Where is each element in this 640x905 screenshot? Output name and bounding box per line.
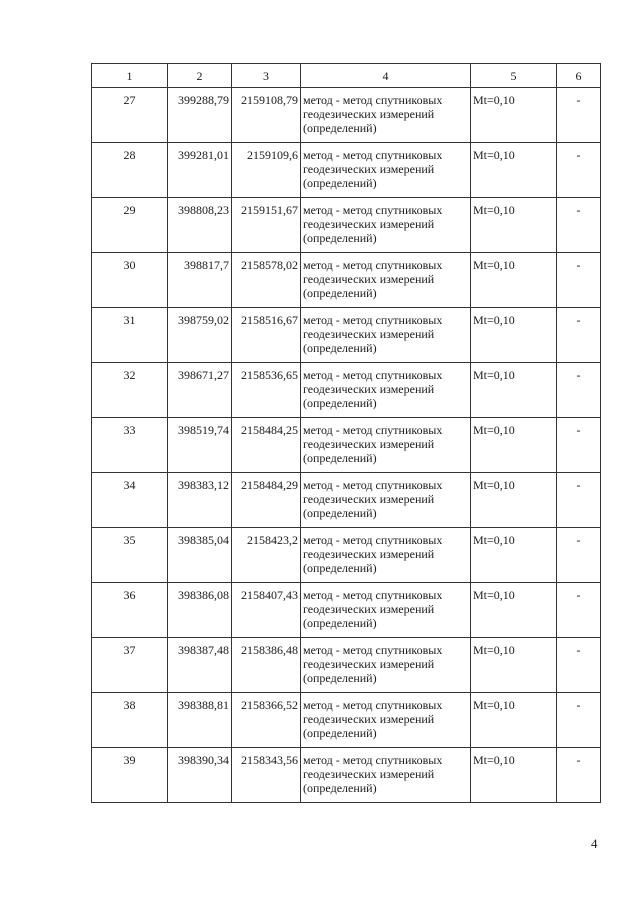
cell-x-coordinate: 398519,74 bbox=[168, 418, 232, 473]
cell-method: метод - метод спутниковых геодезических измерений (определений) bbox=[301, 638, 471, 693]
cell-y-coordinate: 2158484,25 bbox=[232, 418, 301, 473]
cell-x-coordinate: 398759,02 bbox=[168, 308, 232, 363]
cell-accuracy: Mt=0,10 bbox=[471, 473, 557, 528]
table-row bbox=[92, 88, 601, 143]
cell-accuracy: Mt=0,10 bbox=[471, 528, 557, 583]
cell-x-coordinate: 398383,12 bbox=[168, 473, 232, 528]
cell-x-coordinate: 398808,23 bbox=[168, 198, 232, 253]
cell-extra: - bbox=[557, 638, 601, 693]
cell-accuracy: Mt=0,10 bbox=[471, 583, 557, 638]
cell-y-coordinate: 2159109,6 bbox=[232, 143, 301, 198]
cell-y-coordinate: 2158407,43 bbox=[232, 583, 301, 638]
header-cell-method: 4 bbox=[301, 64, 471, 88]
cell-extra: - bbox=[557, 88, 601, 143]
cell-point-number: 38 bbox=[92, 693, 168, 748]
cell-method: метод - метод спутниковых геодезических измерений (определений) bbox=[301, 528, 471, 583]
table-row bbox=[92, 198, 601, 253]
cell-accuracy: Mt=0,10 bbox=[471, 748, 557, 803]
cell-accuracy: Mt=0,10 bbox=[471, 253, 557, 308]
cell-point-number: 37 bbox=[92, 638, 168, 693]
table-body bbox=[92, 88, 601, 803]
cell-extra: - bbox=[557, 583, 601, 638]
table-row bbox=[92, 528, 601, 583]
cell-method: метод - метод спутниковых геодезических измерений (определений) bbox=[301, 363, 471, 418]
cell-x-coordinate: 398817,7 bbox=[168, 253, 232, 308]
cell-y-coordinate: 2158516,67 bbox=[232, 308, 301, 363]
header-cell-point-number: 1 bbox=[92, 64, 168, 88]
cell-y-coordinate: 2158423,2 bbox=[232, 528, 301, 583]
cell-point-number: 39 bbox=[92, 748, 168, 803]
cell-point-number: 29 bbox=[92, 198, 168, 253]
table-row bbox=[92, 473, 601, 528]
cell-extra: - bbox=[557, 418, 601, 473]
cell-x-coordinate: 398671,27 bbox=[168, 363, 232, 418]
cell-y-coordinate: 2158366,52 bbox=[232, 693, 301, 748]
cell-method: метод - метод спутниковых геодезических измерений (определений) bbox=[301, 583, 471, 638]
table-row bbox=[92, 638, 601, 693]
cell-point-number: 30 bbox=[92, 253, 168, 308]
cell-extra: - bbox=[557, 693, 601, 748]
cell-point-number: 33 bbox=[92, 418, 168, 473]
cell-point-number: 35 bbox=[92, 528, 168, 583]
cell-accuracy: Mt=0,10 bbox=[471, 363, 557, 418]
header-cell-y: 3 bbox=[232, 64, 301, 88]
cell-extra: - bbox=[557, 748, 601, 803]
table-row bbox=[92, 583, 601, 638]
cell-y-coordinate: 2159108,79 bbox=[232, 88, 301, 143]
cell-y-coordinate: 2158536,65 bbox=[232, 363, 301, 418]
page-number: 4 bbox=[591, 836, 598, 851]
cell-x-coordinate: 398387,48 bbox=[168, 638, 232, 693]
table-row bbox=[92, 143, 601, 198]
cell-method: метод - метод спутниковых геодезических измерений (определений) bbox=[301, 253, 471, 308]
cell-point-number: 36 bbox=[92, 583, 168, 638]
cell-method: метод - метод спутниковых геодезических измерений (определений) bbox=[301, 88, 471, 143]
cell-accuracy: Mt=0,10 bbox=[471, 143, 557, 198]
cell-x-coordinate: 399281,01 bbox=[168, 143, 232, 198]
cell-method: метод - метод спутниковых геодезических измерений (определений) bbox=[301, 693, 471, 748]
cell-method: метод - метод спутниковых геодезических измерений (определений) bbox=[301, 143, 471, 198]
cell-x-coordinate: 399288,79 bbox=[168, 88, 232, 143]
cell-method: метод - метод спутниковых геодезических измерений (определений) bbox=[301, 308, 471, 363]
cell-extra: - bbox=[557, 308, 601, 363]
cell-x-coordinate: 398385,04 bbox=[168, 528, 232, 583]
cell-y-coordinate: 2159151,67 bbox=[232, 198, 301, 253]
cell-accuracy: Mt=0,10 bbox=[471, 638, 557, 693]
cell-extra: - bbox=[557, 198, 601, 253]
header-cell-accuracy: 5 bbox=[471, 64, 557, 88]
cell-y-coordinate: 2158578,02 bbox=[232, 253, 301, 308]
cell-extra: - bbox=[557, 528, 601, 583]
cell-x-coordinate: 398390,34 bbox=[168, 748, 232, 803]
table-row bbox=[92, 308, 601, 363]
cell-point-number: 28 bbox=[92, 143, 168, 198]
cell-point-number: 31 bbox=[92, 308, 168, 363]
cell-accuracy: Mt=0,10 bbox=[471, 693, 557, 748]
header-cell-extra: 6 bbox=[557, 64, 601, 88]
cell-extra: - bbox=[557, 473, 601, 528]
table-row bbox=[92, 253, 601, 308]
table-row bbox=[92, 748, 601, 803]
cell-y-coordinate: 2158484,29 bbox=[232, 473, 301, 528]
cell-accuracy: Mt=0,10 bbox=[471, 88, 557, 143]
cell-extra: - bbox=[557, 143, 601, 198]
cell-accuracy: Mt=0,10 bbox=[471, 198, 557, 253]
table-row bbox=[92, 418, 601, 473]
cell-accuracy: Mt=0,10 bbox=[471, 418, 557, 473]
header-row bbox=[92, 64, 601, 88]
cell-method: метод - метод спутниковых геодезических измерений (определений) bbox=[301, 198, 471, 253]
cell-extra: - bbox=[557, 363, 601, 418]
cell-method: метод - метод спутниковых геодезических измерений (определений) bbox=[301, 473, 471, 528]
cell-x-coordinate: 398386,08 bbox=[168, 583, 232, 638]
cell-point-number: 32 bbox=[92, 363, 168, 418]
cell-method: метод - метод спутниковых геодезических измерений (определений) bbox=[301, 748, 471, 803]
cell-point-number: 27 bbox=[92, 88, 168, 143]
cell-point-number: 34 bbox=[92, 473, 168, 528]
coordinates-table bbox=[91, 63, 601, 803]
header-cell-x: 2 bbox=[168, 64, 232, 88]
cell-y-coordinate: 2158343,56 bbox=[232, 748, 301, 803]
cell-y-coordinate: 2158386,48 bbox=[232, 638, 301, 693]
cell-accuracy: Mt=0,10 bbox=[471, 308, 557, 363]
cell-method: метод - метод спутниковых геодезических измерений (определений) bbox=[301, 418, 471, 473]
cell-x-coordinate: 398388,81 bbox=[168, 693, 232, 748]
table-row bbox=[92, 363, 601, 418]
table-row bbox=[92, 693, 601, 748]
cell-extra: - bbox=[557, 253, 601, 308]
